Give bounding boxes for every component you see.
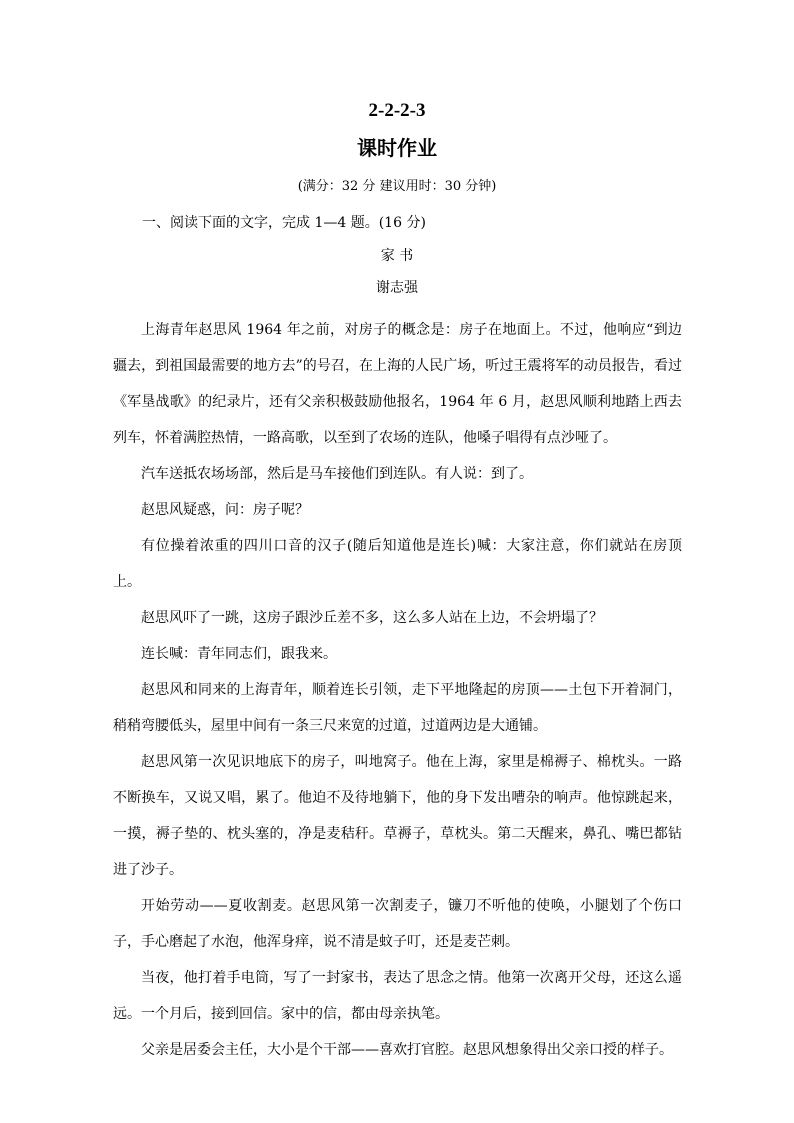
- article-author: 谢志强: [376, 280, 418, 296]
- section-instruction: 一、阅读下面的文字，完成 1—4 题。(16 分): [142, 215, 426, 231]
- paragraph: 赵思风吓了一跳，这房子跟沙丘差不多，这么多人站在上边，不会坍塌了？: [141, 610, 603, 626]
- paragraph: 开始劳动——夏收割麦。赵思风第一次割麦子，镰刀不听他的使唤，小腿划了个伤口子，手心磨起了水泡，他浑身痒，说不清是蚊子叮，还是麦芒刺。: [113, 898, 682, 950]
- paragraph: 父亲是居委会主任，大小是个干部——喜欢打官腔。赵思风想象得出父亲口授的样子。: [141, 1042, 673, 1058]
- paragraph: 汽车送抵农场场部，然后是马车接他们到连队。有人说：到了。: [141, 466, 533, 482]
- paragraph: 上海青年赵思风 1964 年之前，对房子的概念是：房子在地面上。不过，他响应“到边疆去，到祖国最需要的地方去”的号召，在上海的人民广场，听过王震将军的动员报告，看过《军垦战歌》的纪录片，还有父亲积极鼓励他报名，1964 年 6 月，赵思风顺利地踏上西去列车，怀着满腔热情，一路高歌，以至到了农场的连队，他嗓子唱得有点沙哑了。: [113, 322, 682, 446]
- lesson-code: 2-2-2-3: [368, 100, 426, 121]
- paragraph: 有位操着浓重的四川口音的汉子(随后知道他是连长)喊：大家注意，你们就站在房顶上。: [113, 538, 682, 590]
- paragraph: 赵思风疑惑，问：房子呢？: [141, 502, 309, 518]
- paragraph: 赵思风和同来的上海青年，顺着连长引领，走下平地隆起的房顶——土包下开着洞门，稍稍弯腰低头，屋里中间有一条三尺来宽的过道，过道两边是大通铺。: [113, 682, 682, 734]
- paragraph: 当夜，他打着手电筒，写了一封家书，表达了思念之情。他第一次离开父母，还这么遥远。一个月后，接到回信。家中的信，都由母亲执笔。: [113, 970, 682, 1022]
- article-body: [113, 312, 682, 1068]
- page-title: 课时作业: [357, 136, 437, 160]
- article-title: 家 书: [380, 248, 414, 264]
- paragraph: 赵思风第一次见识地底下的房子，叫地窝子。他在上海，家里是棉褥子、棉枕头。一路不断换车，又说又唱，累了。他迫不及待地躺下，他的身下发出嘈杂的响声。他惊跳起来，一摸，褥子垫的、枕头塞的，净是麦秸秆。草褥子，草枕头。第二天醒来，鼻孔、嘴巴都钻进了沙子。: [113, 754, 682, 878]
- paragraph: 连长喊：青年同志们，跟我来。: [141, 646, 337, 662]
- score-and-time-info: (满分：32 分 建议用时：30 分钟): [297, 179, 497, 194]
